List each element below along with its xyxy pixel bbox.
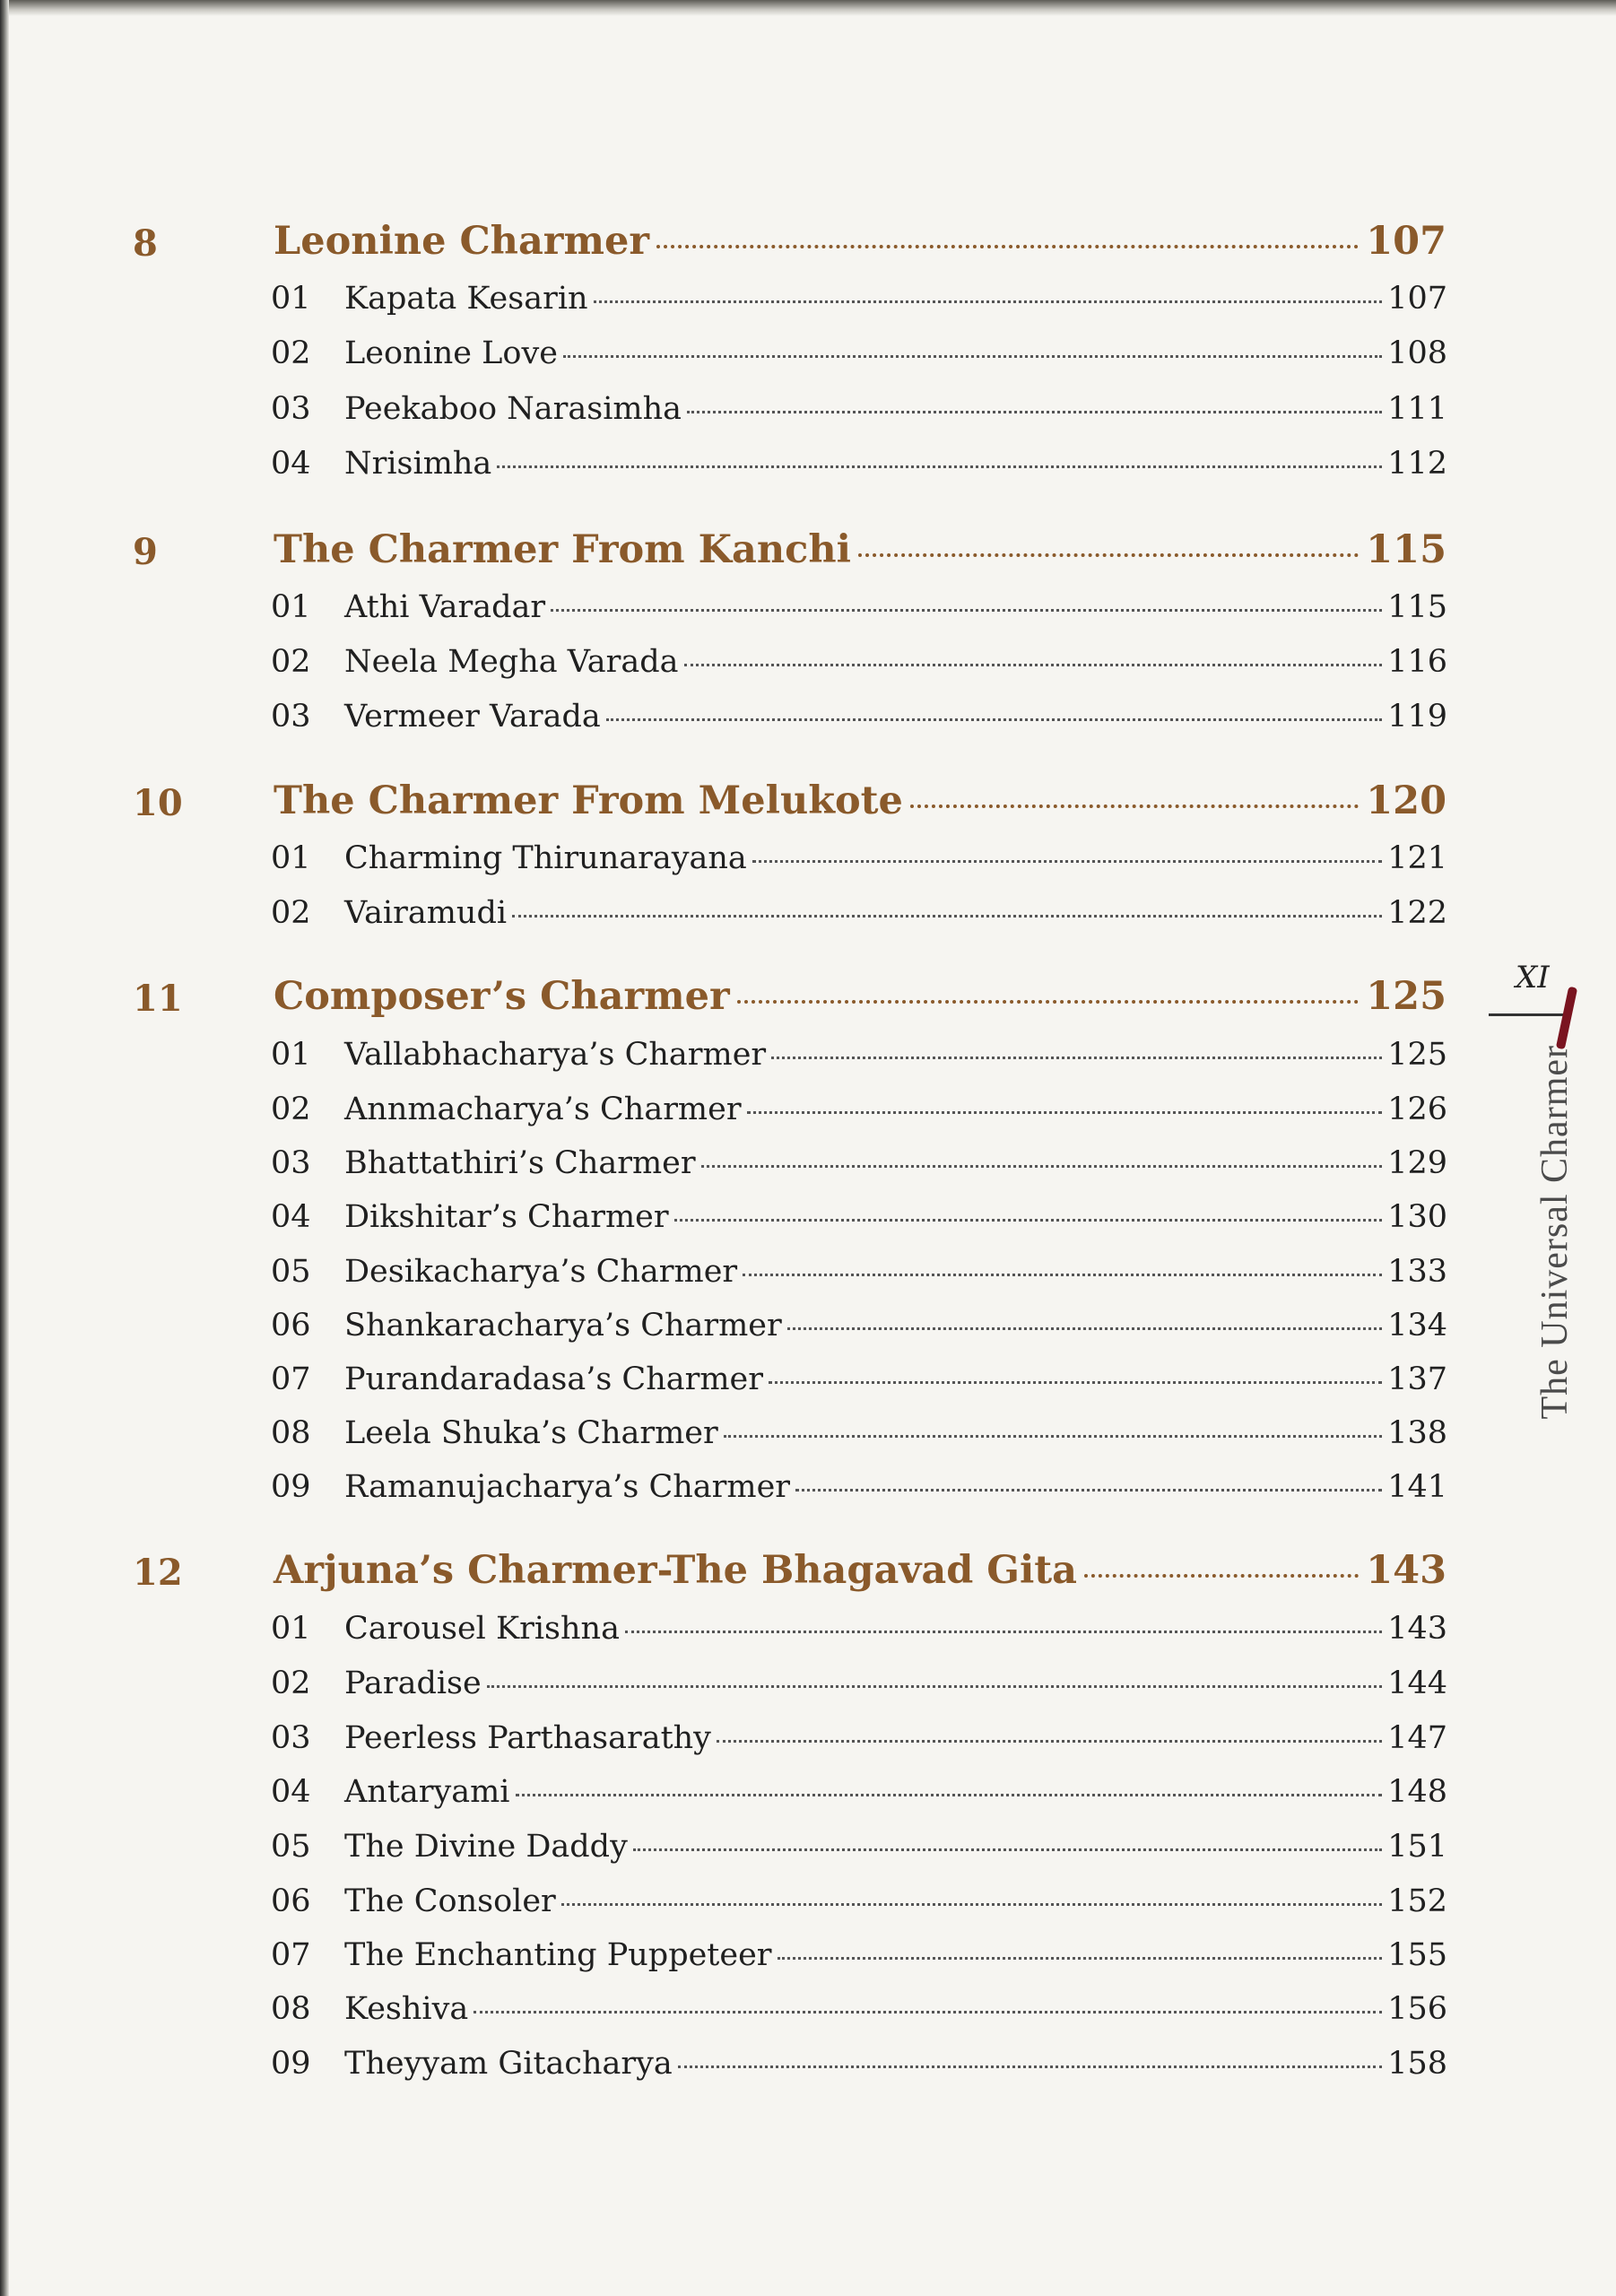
entry-number: 01 xyxy=(271,1611,311,1647)
entry-number: 09 xyxy=(271,2046,311,2082)
entry-number: 09 xyxy=(271,1469,311,1505)
entry-number: 04 xyxy=(271,1774,311,1810)
folio-rule xyxy=(1489,1013,1566,1016)
dot-leader xyxy=(625,1631,1382,1633)
entry-title: Shankaracharya’s Charmer xyxy=(344,1308,782,1344)
dot-leader xyxy=(743,1274,1382,1276)
dot-leader xyxy=(910,804,1359,808)
dot-leader xyxy=(795,1489,1382,1492)
toc-entry[interactable] xyxy=(271,1991,1447,2027)
toc-entry[interactable] xyxy=(271,840,1447,876)
dot-leader xyxy=(487,1685,1382,1688)
chapter-heading[interactable] xyxy=(274,527,1447,572)
toc-entry[interactable] xyxy=(271,1937,1447,1973)
toc-entry[interactable] xyxy=(271,1469,1447,1505)
entry-page: 121 xyxy=(1387,840,1447,876)
dot-leader xyxy=(474,2011,1382,2013)
entry-page: 125 xyxy=(1387,1037,1447,1073)
entry-number: 01 xyxy=(271,281,311,317)
entry-number: 02 xyxy=(271,1091,311,1127)
entry-number: 02 xyxy=(271,1665,311,1701)
entry-number: 01 xyxy=(271,1037,311,1073)
entry-page: 133 xyxy=(1387,1254,1447,1290)
chapter-number: 12 xyxy=(133,1552,183,1594)
dot-leader xyxy=(563,355,1382,358)
dot-leader xyxy=(771,1057,1382,1059)
entry-title: Dikshitar’s Charmer xyxy=(344,1199,669,1235)
toc-entry[interactable] xyxy=(271,446,1447,482)
chapter-title: The Charmer From Kanchi xyxy=(274,527,851,572)
entry-page: 151 xyxy=(1387,1829,1447,1865)
entry-title: Purandaradasa’s Charmer xyxy=(344,1361,763,1397)
entry-page: 143 xyxy=(1387,1611,1447,1647)
dot-leader xyxy=(858,553,1359,557)
entry-page: 107 xyxy=(1387,281,1447,317)
dot-leader xyxy=(778,1957,1383,1960)
entry-page: 134 xyxy=(1387,1308,1447,1344)
entry-number: 02 xyxy=(271,644,311,680)
entry-number: 03 xyxy=(271,1145,311,1181)
entry-title: Vermeer Varada xyxy=(344,699,601,735)
toc-entry[interactable] xyxy=(271,1091,1447,1127)
chapter-page: 107 xyxy=(1366,219,1447,264)
entry-title: Desikacharya’s Charmer xyxy=(344,1254,738,1290)
dot-leader xyxy=(656,245,1359,248)
toc-entry[interactable] xyxy=(271,895,1447,931)
dot-leader xyxy=(724,1435,1382,1438)
entry-title: The Enchanting Puppeteer xyxy=(344,1937,772,1973)
chapter-page: 125 xyxy=(1366,974,1447,1019)
toc-entry[interactable] xyxy=(271,1415,1447,1451)
entry-title: Kapata Kesarin xyxy=(344,281,588,317)
dot-leader xyxy=(787,1327,1382,1330)
toc-entry[interactable] xyxy=(271,1361,1447,1397)
entry-page: 126 xyxy=(1387,1091,1447,1127)
entry-title: Peerless Parthasarathy xyxy=(344,1720,711,1756)
entry-number: 02 xyxy=(271,895,311,931)
dot-leader xyxy=(551,609,1382,612)
chapter-page: 120 xyxy=(1366,778,1447,823)
entry-number: 05 xyxy=(271,1829,311,1865)
dot-leader xyxy=(752,860,1382,863)
chapter-heading[interactable] xyxy=(274,1548,1447,1593)
dot-leader xyxy=(561,1903,1382,1906)
entry-number: 07 xyxy=(271,1361,311,1397)
entry-page: 119 xyxy=(1387,699,1447,735)
toc-entry[interactable] xyxy=(271,281,1447,317)
entry-title: Nrisimha xyxy=(344,446,492,482)
entry-number: 05 xyxy=(271,1254,311,1290)
entry-title: Charming Thirunarayana xyxy=(344,840,747,876)
chapter-title: Arjuna’s Charmer-The Bhagavad Gita xyxy=(274,1548,1078,1593)
entry-page: 141 xyxy=(1387,1469,1447,1505)
entry-number: 07 xyxy=(271,1937,311,1973)
entry-title: Leonine Love xyxy=(344,335,558,371)
dot-leader xyxy=(633,1848,1382,1851)
toc-entry[interactable] xyxy=(271,1199,1447,1235)
toc-entry[interactable] xyxy=(271,2046,1447,2082)
toc-entry[interactable] xyxy=(271,1145,1447,1181)
entry-title: Vairamudi xyxy=(344,895,508,931)
toc-entry[interactable] xyxy=(271,1308,1447,1344)
dot-leader xyxy=(737,1000,1360,1004)
dot-leader xyxy=(1084,1574,1359,1578)
entry-page: 115 xyxy=(1387,589,1447,625)
toc-entry[interactable] xyxy=(271,335,1447,371)
entry-title: Annmacharya’s Charmer xyxy=(344,1091,742,1127)
dot-leader xyxy=(497,465,1382,468)
entry-title: Athi Varadar xyxy=(344,589,546,625)
toc-entry[interactable] xyxy=(271,391,1447,427)
entry-number: 01 xyxy=(271,589,311,625)
entry-title: Theyyam Gitacharya xyxy=(344,2046,673,2082)
dot-leader xyxy=(717,1740,1382,1743)
chapter-heading[interactable] xyxy=(274,219,1447,264)
bookmark-ribbon-icon xyxy=(1556,987,1577,1050)
entry-number: 03 xyxy=(271,1720,311,1756)
chapter-number: 10 xyxy=(133,782,183,824)
toc-entry[interactable] xyxy=(271,1037,1447,1073)
toc-entry[interactable] xyxy=(271,1254,1447,1290)
entry-number: 02 xyxy=(271,335,311,371)
entry-title: Neela Megha Varada xyxy=(344,644,679,680)
entry-number: 04 xyxy=(271,446,311,482)
entry-title: Keshiva xyxy=(344,1991,469,2027)
chapter-title: Composer’s Charmer xyxy=(274,974,730,1019)
toc-entry[interactable] xyxy=(271,1665,1447,1701)
entry-title: The Consoler xyxy=(344,1883,556,1919)
entry-page: 156 xyxy=(1387,1991,1447,2027)
entry-page: 147 xyxy=(1387,1720,1447,1756)
entry-number: 06 xyxy=(271,1883,311,1919)
dot-leader xyxy=(512,915,1382,918)
entry-number: 08 xyxy=(271,1415,311,1451)
side-running-header xyxy=(1489,951,1578,1420)
entry-number: 04 xyxy=(271,1199,311,1235)
dot-leader xyxy=(516,1794,1383,1796)
entry-title: Carousel Krishna xyxy=(344,1611,620,1647)
entry-number: 08 xyxy=(271,1991,311,2027)
entry-page: 112 xyxy=(1387,446,1447,482)
entry-title: Paradise xyxy=(344,1665,482,1701)
chapter-title: Leonine Charmer xyxy=(274,219,649,264)
entry-number: 03 xyxy=(271,699,311,735)
entry-page: 155 xyxy=(1387,1937,1447,1973)
toc-entry[interactable] xyxy=(271,1720,1447,1756)
dot-leader xyxy=(747,1111,1383,1114)
dot-leader xyxy=(701,1165,1383,1168)
toc-entry[interactable] xyxy=(271,1611,1447,1647)
toc-entry[interactable] xyxy=(271,589,1447,625)
chapter-page: 143 xyxy=(1366,1548,1447,1593)
dot-leader xyxy=(606,718,1382,721)
dot-leader xyxy=(674,1219,1383,1222)
entry-number: 06 xyxy=(271,1308,311,1344)
entry-title: Antaryami xyxy=(344,1774,510,1810)
entry-page: 158 xyxy=(1387,2046,1447,2082)
entry-page: 111 xyxy=(1387,391,1447,427)
entry-page: 129 xyxy=(1387,1145,1447,1181)
dot-leader xyxy=(687,411,1382,413)
toc-entry[interactable] xyxy=(271,1883,1447,1919)
entry-page: 144 xyxy=(1387,1665,1447,1701)
entry-page: 137 xyxy=(1387,1361,1447,1397)
dot-leader xyxy=(684,664,1383,666)
dot-leader xyxy=(769,1381,1382,1384)
dot-leader xyxy=(678,2066,1382,2068)
entry-title: Bhattathiri’s Charmer xyxy=(344,1145,696,1181)
entry-page: 138 xyxy=(1387,1415,1447,1451)
chapter-number: 11 xyxy=(133,978,183,1020)
entry-title: Peekaboo Narasimha xyxy=(344,391,682,427)
entry-page: 152 xyxy=(1387,1883,1447,1919)
chapter-title: The Charmer From Melukote xyxy=(274,778,903,823)
entry-page: 116 xyxy=(1387,644,1447,680)
entry-title: Ramanujacharya’s Charmer xyxy=(344,1469,791,1505)
entry-page: 108 xyxy=(1387,335,1447,371)
toc-entry[interactable] xyxy=(271,1829,1447,1865)
entry-title: Leela Shuka’s Charmer xyxy=(344,1415,718,1451)
toc-entry[interactable] xyxy=(271,644,1447,680)
entry-page: 148 xyxy=(1387,1774,1447,1810)
chapter-heading[interactable] xyxy=(274,778,1447,823)
page-folio: XI xyxy=(1516,960,1550,996)
running-book-title: The Universal Charmer xyxy=(1534,1045,1576,1420)
dot-leader xyxy=(594,300,1383,303)
entry-title: The Divine Daddy xyxy=(344,1829,628,1865)
entry-title: Vallabhacharya’s Charmer xyxy=(344,1037,767,1073)
entry-page: 130 xyxy=(1387,1199,1447,1235)
chapter-heading[interactable] xyxy=(274,974,1447,1019)
entry-page: 122 xyxy=(1387,895,1447,931)
entry-number: 01 xyxy=(271,840,311,876)
toc-entry[interactable] xyxy=(271,1774,1447,1810)
chapter-number: 9 xyxy=(133,531,158,573)
chapter-page: 115 xyxy=(1366,527,1447,572)
toc-entry[interactable] xyxy=(271,699,1447,735)
entry-number: 03 xyxy=(271,391,311,427)
chapter-number: 8 xyxy=(133,222,158,265)
